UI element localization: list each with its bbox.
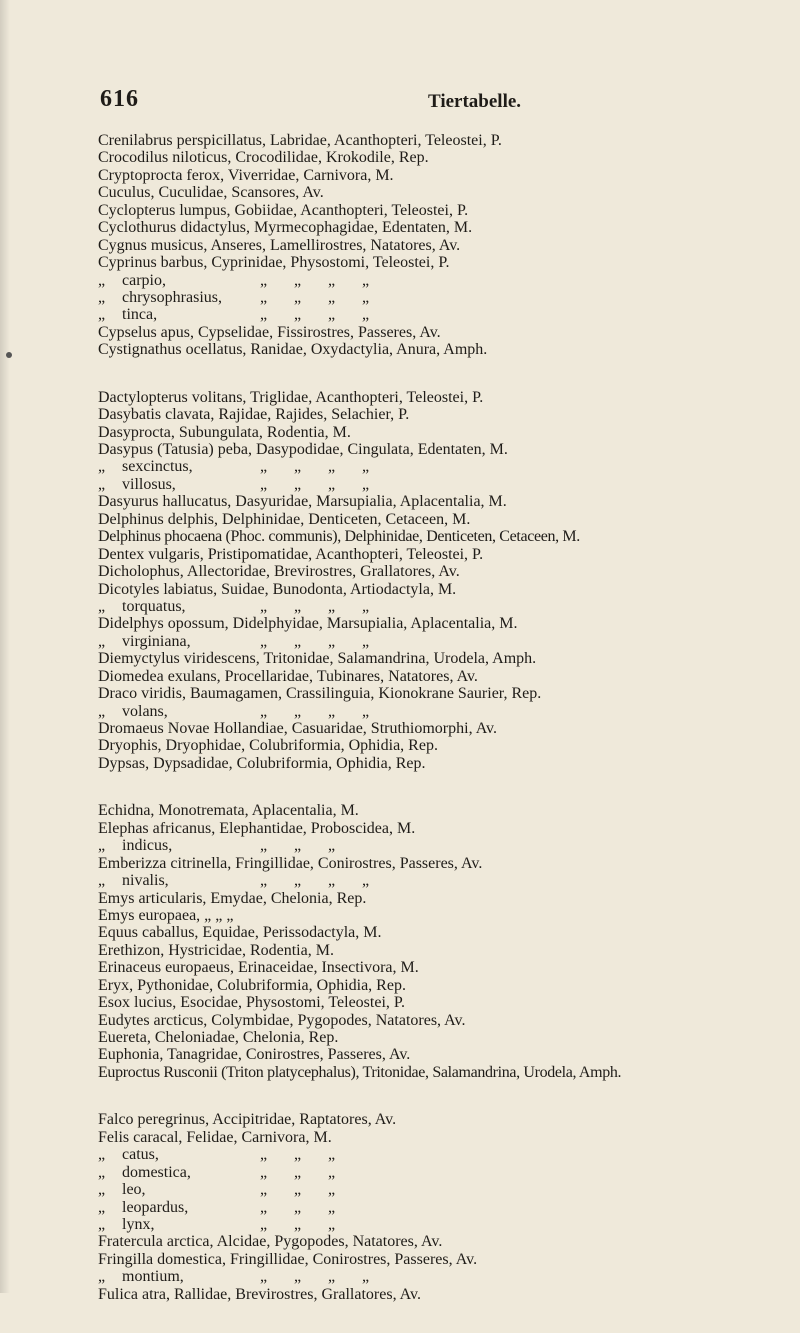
page-header — [0, 86, 800, 120]
table-entry: Elephas africanus, Elephantidae, Proboscidea, M. — [98, 819, 416, 837]
table-entry: „ sexcinctus, „ „ „ „ — [98, 458, 370, 476]
table-entry: „ leo, „ „ „ — [98, 1181, 336, 1199]
table-entry: Eryx, Pythonidae, Colubriformia, Ophidia, Rep. — [98, 976, 406, 994]
table-entry: Didelphys opossum, Didelphyidae, Marsupialia, Aplacentalia, M. — [98, 615, 518, 633]
table-entry: Delphinus delphis, Delphinidae, Denticeten, Cetaceen, M. — [98, 510, 471, 528]
page-edge-shadow — [0, 0, 10, 1293]
table-entry: „ villosus, „ „ „ „ — [98, 475, 370, 493]
table-entry: „ indicus, „ „ „ — [98, 837, 336, 855]
table-entry: Fulica atra, Rallidae, Brevirostres, Grallatores, Av. — [98, 1285, 422, 1303]
table-entry: Dasypus (Tatusia) peba, Dasypodidae, Cingulata, Edentaten, M. — [98, 441, 508, 458]
running-title: Tiertabelle. — [428, 91, 522, 112]
table-entry: Erethizon, Hystricidae, Rodentia, M. — [98, 941, 334, 959]
table-entry: Draco viridis, Baumagamen, Crassilinguia, Kionokrane Saurier, Rep. — [98, 685, 542, 703]
table-entry: Dentex vulgaris, Pristipomatidae, Acanthopteri, Teleostei, P. — [98, 545, 484, 563]
table-entry: Cuculus, Cuculidae, Scansores, Av. — [98, 184, 324, 202]
table-entry: Falco peregrinus, Accipitridae, Raptatores, Av. — [98, 1111, 397, 1129]
table-entry: Diomedea exulans, Procellaridae, Tubinares, Natatores, Av. — [98, 667, 478, 685]
table-entry: „ catus, „ „ „ — [98, 1146, 336, 1164]
table-entry: „ carpio, „ „ „ „ — [98, 271, 370, 289]
table-entry: „ domestica, „ „ „ — [98, 1163, 336, 1181]
table-entry: Dypsas, Dypsadidae, Colubriformia, Ophidia, Rep. — [98, 754, 426, 772]
letter-block — [98, 802, 798, 1081]
table-entry: Euproctus Rusconii (Triton platycephalus), Tritonidae, Salamandrina, Urodela, Amph. — [98, 1063, 622, 1081]
table-entry: Dasyurus hallucatus, Dasyuridae, Marsupialia, Aplacentalia, M. — [98, 493, 507, 511]
table-entry: „ torquatus, „ „ „ „ — [98, 597, 370, 615]
table-entry: Diemyctylus viridescens, Tritonidae, Salamandrina, Urodela, Amph. — [98, 650, 537, 668]
table-entry: Cryptoprocta ferox, Viverridae, Carnivora, M. — [98, 166, 394, 184]
table-entry: Fringilla domestica, Fringillidae, Conirostres, Passeres, Av. — [98, 1250, 478, 1268]
table-entry: „ lynx, „ „ „ — [98, 1215, 336, 1233]
table-entry: Cyclopterus lumpus, Gobiidae, Acanthopteri, Teleostei, P. — [98, 201, 469, 219]
table-entry: Dryophis, Dryophidae, Colubriformia, Ophidia, Rep. — [98, 737, 438, 755]
table-entry: „ montium, „ „ „ „ — [98, 1268, 370, 1286]
table-entry: Emys articularis, Emydae, Chelonia, Rep. — [98, 889, 367, 907]
table-entry: Fratercula arctica, Alcidae, Pygopodes, Natatores, Av. — [98, 1233, 443, 1251]
table-entry: Esox lucius, Esocidae, Physostomi, Teleostei, P. — [98, 994, 406, 1012]
table-entry: Dactylopterus volitans, Triglidae, Acanthopteri, Teleostei, P. — [98, 388, 484, 406]
table-entry: Eudytes arcticus, Colymbidae, Pygopodes, Natatores, Av. — [98, 1011, 466, 1029]
table-entry: Crocodilus niloticus, Crocodilidae, Krokodile, Rep. — [98, 149, 429, 167]
table-entry: Dasybatis clavata, Rajidae, Rajides, Selachier, P. — [98, 406, 410, 424]
table-entry: Dicotyles labiatus, Suidae, Bunodonta, Artiodactyla, M. — [98, 580, 457, 598]
letter-block — [98, 132, 798, 359]
table-entry: Delphinus phocaena (Phoc. communis), Delphinidae, Denticeten, Cetaceen, M. — [98, 528, 580, 546]
table-entry: Cygnus musicus, Anseres, Lamellirostres, Natatores, Av. — [98, 236, 461, 254]
table-entry: Dicholophus, Allectoridae, Brevirostres, Grallatores, Av. — [98, 563, 460, 581]
table-entry: Cystignathus ocellatus, Ranidae, Oxydactylia, Anura, Amph. — [98, 341, 488, 359]
letter-block — [98, 1111, 798, 1303]
table-entry: Euereta, Cheloniadae, Chelonia, Rep. — [98, 1029, 339, 1046]
table-entry: Cypselus apus, Cypselidae, Fissirostres, Passeres, Av. — [98, 323, 441, 341]
table-entry: Cyprinus barbus, Cyprinidae, Physostomi, Teleostei, P. — [98, 254, 450, 272]
table-entry: „ tinca, „ „ „ „ — [98, 306, 370, 324]
table-entry: Felis caracal, Felidae, Carnivora, M. — [98, 1128, 332, 1146]
table-entry: „ leopardus, „ „ „ — [98, 1198, 336, 1216]
table-entry: „ chrysophrasius, „ „ „ „ — [98, 288, 370, 306]
table-entry: Emys europaea, „ „ „ — [98, 906, 234, 924]
letter-block — [98, 389, 798, 773]
table-entry: Dasyprocta, Subungulata, Rodentia, M. — [98, 423, 351, 441]
table-entry: Euphonia, Tanagridae, Conirostres, Passeres, Av. — [98, 1046, 411, 1064]
table-entry: Cyclothurus didactylus, Myrmecophagidae, Edentaten, M. — [98, 219, 473, 237]
table-entry: „ nivalis, „ „ „ „ — [98, 872, 370, 890]
table-entry: Echidna, Monotremata, Aplacentalia, M. — [98, 802, 359, 820]
table-entry: „ virginiana, „ „ „ „ — [98, 632, 370, 650]
table-entry: Dromaeus Novae Hollandiae, Casuaridae, Struthiomorphi, Av. — [98, 720, 498, 737]
animal-table — [98, 132, 798, 1333]
table-entry: Emberizza citrinella, Fringillidae, Conirostres, Passeres, Av. — [98, 854, 483, 872]
table-entry: „ volans, „ „ „ „ — [98, 702, 370, 720]
table-entry: Crenilabrus perspicillatus, Labridae, Acanthopteri, Teleostei, P. — [98, 132, 502, 149]
margin-mark — [6, 352, 12, 358]
table-entry: Erinaceus europaeus, Erinaceidae, Insectivora, M. — [98, 959, 419, 977]
page-number: 616 — [100, 86, 139, 112]
table-entry: Equus caballus, Equidae, Perissodactyla, M. — [98, 924, 382, 942]
